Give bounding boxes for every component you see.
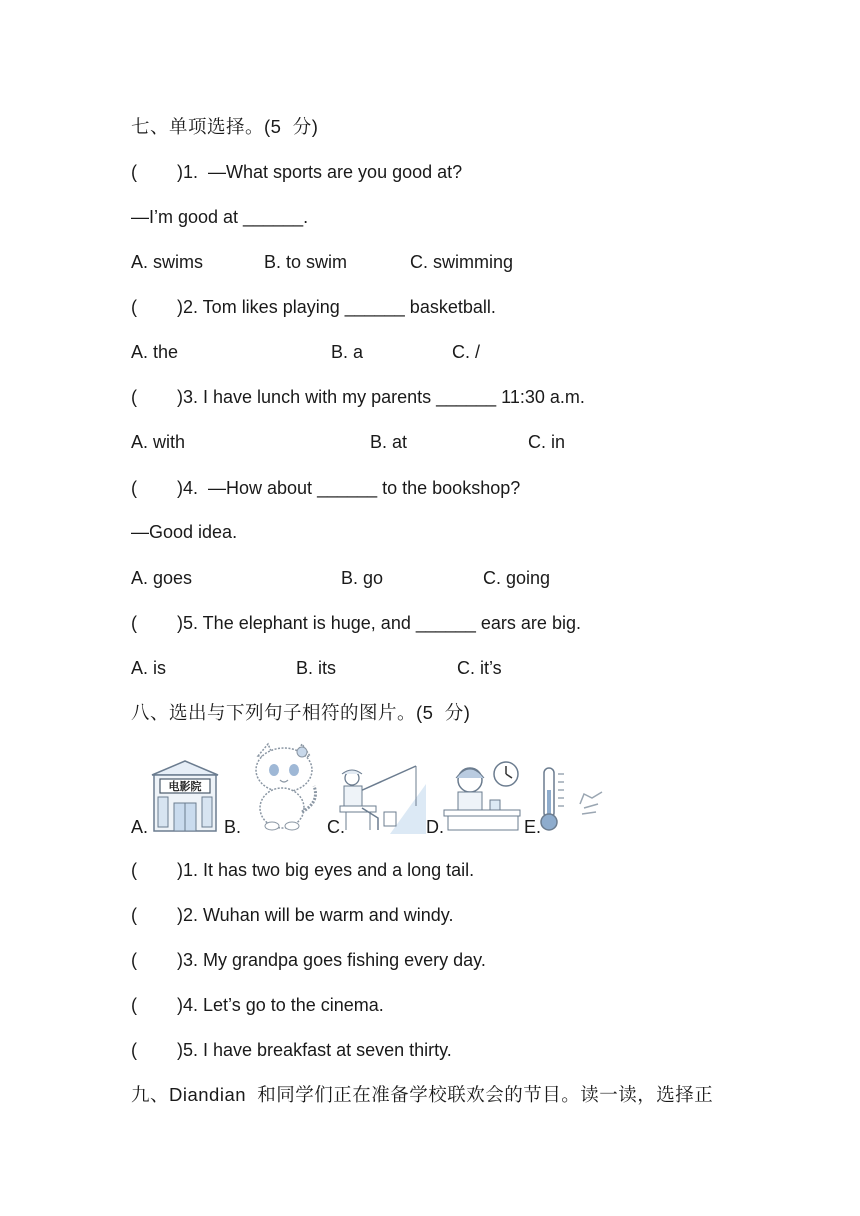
option-7-2-b: B. a bbox=[331, 342, 364, 362]
option-7-3-a: A. with bbox=[131, 432, 186, 452]
option-7-1-c: C. swimming bbox=[410, 252, 514, 272]
question-7-3: )3. I have lunch with my parents ______ 11:30 a.m. bbox=[177, 387, 585, 407]
picture-label-c: C. bbox=[327, 817, 345, 837]
cinema-icon bbox=[146, 755, 224, 838]
question-7-1-response: —I’m good at ______. bbox=[131, 207, 309, 227]
sentence-8-4: )4. Let’s go to the cinema. bbox=[177, 995, 384, 1015]
answer-paren-7-2: ( bbox=[131, 297, 137, 317]
answer-paren-8-3: ( bbox=[131, 950, 137, 970]
svg-text:电影院: 电影院 bbox=[168, 780, 202, 793]
question-7-4-response: —Good idea. bbox=[131, 522, 238, 542]
thermometer-wind-icon bbox=[540, 764, 608, 839]
answer-paren-7-1: ( bbox=[131, 162, 137, 182]
sentence-8-3: )3. My grandpa goes fishing every day. bbox=[177, 950, 486, 970]
option-7-3-b: B. at bbox=[370, 432, 408, 452]
question-7-5: )5. The elephant is huge, and ______ ears are big. bbox=[177, 613, 581, 633]
fishing-icon bbox=[338, 762, 428, 839]
sentence-8-2: )2. Wuhan will be warm and windy. bbox=[177, 905, 454, 925]
option-7-4-c: C. going bbox=[483, 568, 551, 588]
sentence-8-1: )1. It has two big eyes and a long tail. bbox=[177, 860, 475, 880]
picture-label-d: D. bbox=[426, 817, 444, 837]
option-7-2-a: A. the bbox=[131, 342, 179, 362]
option-7-1-a: A. swims bbox=[131, 252, 203, 272]
picture-label-a: A. bbox=[131, 817, 149, 837]
section-7-title: 七、单项选择。(5 分) bbox=[131, 116, 319, 137]
answer-paren-8-5: ( bbox=[131, 1040, 137, 1060]
question-7-4: )4. —How about ______ to the bookshop? bbox=[177, 478, 521, 498]
picture-label-e: E. bbox=[524, 817, 542, 837]
answer-paren-7-5: ( bbox=[131, 613, 137, 633]
answer-paren-8-2: ( bbox=[131, 905, 137, 925]
answer-paren-7-3: ( bbox=[131, 387, 137, 407]
question-7-1: )1. —What sports are you good at? bbox=[177, 162, 463, 182]
option-7-1-b: B. to swim bbox=[264, 252, 348, 272]
answer-paren-7-4: ( bbox=[131, 478, 137, 498]
option-7-4-b: B. go bbox=[341, 568, 384, 588]
cat-icon bbox=[244, 742, 324, 837]
breakfast-clock-icon bbox=[440, 758, 524, 837]
option-7-2-c: C. / bbox=[452, 342, 481, 362]
question-7-2: )2. Tom likes playing ______ basketball. bbox=[177, 297, 496, 317]
section-8-title: 八、选出与下列句子相符的图片。(5 分) bbox=[131, 702, 471, 723]
section-9-title: 九、Diandian 和同学们正在准备学校联欢会的节目。读一读，选择正 bbox=[131, 1084, 714, 1105]
option-7-5-b: B. its bbox=[296, 658, 337, 678]
picture-label-b: B. bbox=[224, 817, 242, 837]
option-7-4-a: A. goes bbox=[131, 568, 193, 588]
answer-paren-8-1: ( bbox=[131, 860, 137, 880]
option-7-3-c: C. in bbox=[528, 432, 566, 452]
answer-paren-8-4: ( bbox=[131, 995, 137, 1015]
sentence-8-5: )5. I have breakfast at seven thirty. bbox=[177, 1040, 452, 1060]
option-7-5-c: C. it’s bbox=[457, 658, 502, 678]
option-7-5-a: A. is bbox=[131, 658, 167, 678]
